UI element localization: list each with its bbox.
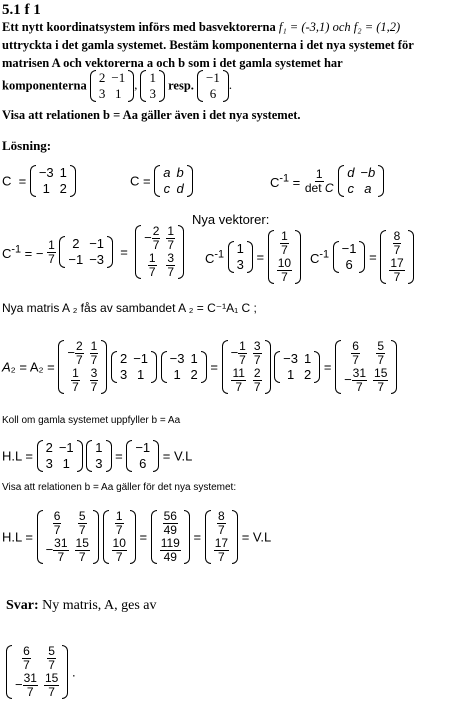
solution-heading: Lösning: bbox=[2, 138, 52, 153]
answer-matrix: $\frac{6}{7}$ $\frac{5}{7}$ − $\frac{31}{7}$ $\frac{15}{7}$ . bbox=[6, 645, 76, 699]
problem-line-3: matrisen A och vektorerna a och b som i det gamla systemet har bbox=[2, 56, 343, 70]
nya-vektorer-label: Nya vektorer: bbox=[192, 212, 270, 227]
check-old-system: H.L = 2 −1 3 1 1 3 = −1 6 = V.L bbox=[2, 440, 193, 471]
koll-text: Koll om gamla systemet uppfyller b = Aa bbox=[2, 415, 181, 426]
problem-line-5: Visa att relationen b = Aa gäller även i det nya systemet. bbox=[2, 108, 301, 122]
new-vector-a: $C^{-1}$ 1 3 = $\frac{1}{7}$ $\frac{10}{7}$ bbox=[205, 230, 301, 284]
c-general: C = a b c d bbox=[130, 165, 193, 197]
a2-computation: A₂ = A₂ = − $\frac{2}{7}$ $\frac{1}{7}$ $\frac{1}{7}$ $\frac{3}{7}$ 2 −1 3 1 −3 1 1 2 = − $\frac{1}{7}$ $\frac{3}{7}$ $\frac{11}{7}$ $\frac{2}{7}$ −3 1 1 2 = $\frac{6}{7}$ $\frac{5}{7}$ − $\frac{31}{7}$ $\frac{15}{7}$ bbox=[2, 340, 397, 394]
c-inverse-computed: $C^{-1}$ = − $\frac{1}{7}$ 2 −1 −1 −3 = − $\frac{2}{7}$ $\frac{1}{7}$ $\frac{1}{7}$ $\frac{3}{7}$ bbox=[2, 225, 184, 279]
problem-line-4: komponenterna 2 −1 3 1 , 1 3 resp. −1 6 . bbox=[2, 70, 232, 101]
problem-line-1: Ett nytt koordinatsystem införs med basvektorerna f₁ = (-3,1) och f₂ = (1,2) bbox=[2, 20, 401, 34]
matrix-A: 2 −1 3 1 bbox=[90, 70, 134, 102]
answer-line: Svar: Ny matris, A, ges av bbox=[6, 598, 157, 613]
page-title: 5.1 f 1 bbox=[2, 2, 41, 18]
nya-matris-text: Nya matris A ₂ fås av sambandet A ₂ = C⁻¹A₁ C ; bbox=[2, 301, 257, 315]
new-vector-b: $C^{-1}$ −1 6 = $\frac{8}{7}$ $\frac{17}{7}$ bbox=[310, 230, 414, 284]
problem-line-2: uttryckta i det gamla systemet. Bestäm komponenterna i det nya systemet för bbox=[2, 38, 414, 52]
visa-text: Visa att relationen b = Aa gäller för det nya systemet: bbox=[2, 482, 237, 493]
vector-a: 1 3 bbox=[140, 70, 165, 102]
c-inverse-general: $C^{-1}$ = $\frac{1}{\text{det C}}$ d −b c a bbox=[270, 165, 384, 197]
vector-b: −1 6 bbox=[197, 70, 229, 102]
check-new-system: H.L = $\frac{6}{7}$ $\frac{5}{7}$ − $\frac{31}{7}$ $\frac{15}{7}$ $\frac{1}{7}$ $\frac{10}{7}$ = $\frac{56}{49}$ $\frac{119}{49}$ = $\frac{8}{7}$ $\frac{17}{7}$ = V.L bbox=[2, 509, 272, 564]
c-matrix: C = −3 1 1 2 bbox=[2, 165, 76, 197]
